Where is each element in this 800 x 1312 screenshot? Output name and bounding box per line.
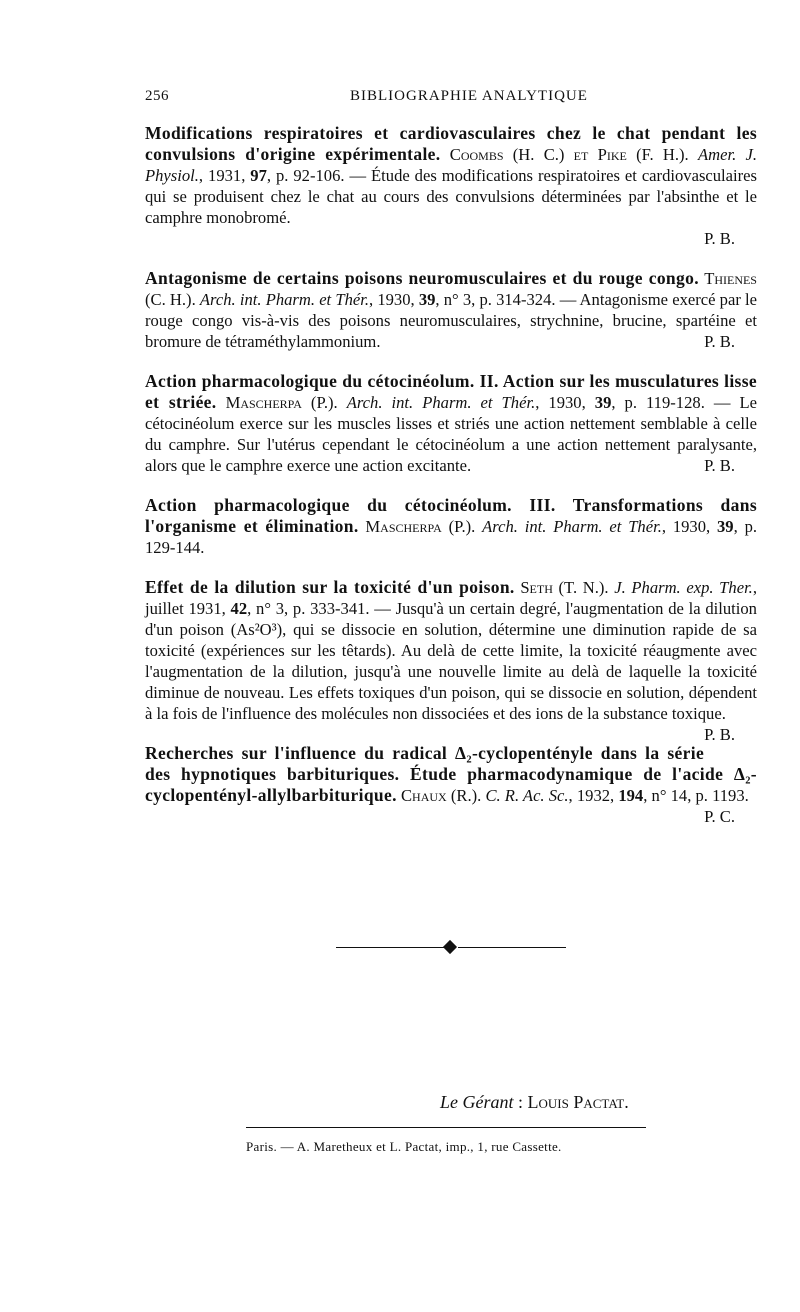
entry-ref-post: , p. 129-144. (145, 517, 758, 557)
gerant-name: Louis Pactat. (527, 1092, 629, 1112)
entry-ref-pre: , 1932, (568, 786, 619, 805)
bibliography-entry (145, 123, 757, 249)
bibliography-entries (145, 123, 757, 827)
entry-title: Modifications respiratoires et cardiovasculaires chez le chat pendant les convulsions d'origine expérimentale. (145, 123, 757, 164)
entry-abstract: — Jusqu'à un certain degré, l'augmentation de la dilution d'un poison (As²O³), qui se dissocie en solution, détermine une diminution rapide de sa toxicité (expériences sur les têtards). Au delà de cette limite, la toxicité réaugmente avec l'augmentation de la dilution, jusqu'à une nouvelle limite au delà de laquelle la toxicité diminue de nouveau. Les effets toxiques d'un poison, qui se dissocie en solution, dépendent à la fois de l'influence des molécules non dissociées et des ions de la substance toxique. (145, 599, 757, 723)
divider-line-left (336, 947, 444, 948)
section-divider-ornament (336, 940, 566, 956)
entry-ref-pre: , juillet 1931, (145, 578, 757, 618)
entry-authors: Chaux (R.). (400, 786, 482, 805)
entry-ref-post: , n° 3, p. 314-324. (435, 290, 556, 309)
entry-abstract: — Le cétocinéolum exerce sur les muscles lisses et striés une action nettement semblable à celle du camphre. Sur l'utérus cependant le cétocinéolum a une action nettement paralysante, alors que le camphre exerce une action excitante. (145, 393, 758, 475)
entry-signature: P. B. (704, 725, 735, 744)
entry-ref-pre: , 1930, (661, 517, 717, 536)
entry-ref-post: , p. 119-128. (611, 393, 705, 412)
bibliography-entry (145, 268, 757, 352)
entry-authors: Thienes (C. H.). (145, 269, 757, 309)
entry-ref-post: , n° 14, p. 1193. (643, 786, 749, 805)
entry-authors: Mascherpa (P.). (225, 393, 338, 412)
page-number: 256 (145, 88, 169, 104)
entry-signature: P. B. (704, 229, 735, 248)
entry-journal: J. Pharm. exp. Ther. (614, 578, 753, 597)
footer-rule (246, 1127, 646, 1128)
entry-title: Recherches sur l'influence du radical Δ₂-cyclopenténylе dans la série des hypnotiques barbituriques. Étude pharmacodynamique de l'acide Δ₂-cyclopenténуl-allylbarbiturique. (145, 743, 757, 805)
divider-line-right (458, 947, 566, 948)
entry-volume: 39 (594, 393, 612, 412)
entry-signature: P. C. (704, 807, 735, 826)
bibliography-entry (145, 743, 757, 826)
entry-ref-post: , n° 3, p. 333-341. (247, 599, 370, 618)
entry-volume: 97 (250, 166, 267, 185)
entry-journal: Amer. J. Physiol. (145, 145, 757, 185)
entry-abstract: — Étude des modifications respiratoires et cardiovasculaires qui se produisent chez le chat au cours des convulsions déterminées par l'absinthe et le camphre monobromé. (145, 166, 757, 227)
entry-title: Action pharmacologique du cétocinéolum. II. Action sur les musculatures lisse et striée. (145, 371, 757, 412)
running-title: BIBLIOGRAPHIE ANALYTIQUE (350, 88, 588, 104)
entry-title: Effet de la dilution sur la toxicité d'un poison. (145, 577, 515, 597)
entry-journal: Arch. int. Pharm. et Thér. (346, 393, 536, 412)
entry-authors: Seth (T. N.). (520, 578, 609, 597)
gerant-separator: : (513, 1092, 528, 1112)
entry-volume: 42 (230, 599, 248, 618)
entry-title: Action pharmacologique du cétocinéolum. III. Transformations dans l'organisme et élimination. (145, 495, 757, 536)
gerant-line (440, 1092, 760, 1113)
diamond-icon (443, 940, 457, 954)
entry-ref-pre: , 1930, (369, 290, 419, 309)
entry-journal: Arch. int. Pharm. et Thér. (199, 290, 369, 309)
entry-ref-post: , p. 92-106. (266, 166, 345, 185)
entry-abstract: — Antagonisme exercé par le rouge congo vis-à-vis des poisons neuromusculaires, strychnine, brucine, spartéine et bromure de tétraméthylammonium. (145, 290, 757, 351)
printer-imprint: Paris. — A. Maretheux et L. Pactat, imp., 1, rue Cassette. (246, 1139, 562, 1154)
bibliography-entry (145, 371, 757, 476)
entry-volume: 39 (418, 290, 436, 309)
gerant-label: Le Gérant (440, 1092, 514, 1112)
bibliography-entry (145, 495, 757, 558)
entry-volume: 39 (717, 517, 734, 536)
entry-authors: Coombs (H. C.) et Pike (F. H.). (449, 145, 689, 164)
entry-title: Antagonisme de certains poisons neuromusculaires et du rouge congo. (145, 268, 699, 288)
entry-journal: C. R. Ac. Sc. (485, 786, 569, 805)
bibliography-entry (145, 577, 757, 744)
entry-signature: P. B. (704, 456, 735, 475)
entry-signature: P. B. (704, 332, 735, 351)
entry-ref-pre: , 1930, (535, 393, 595, 412)
entry-journal: Arch. int. Pharm. et Thér. (482, 517, 662, 536)
entry-ref-pre: , 1931, (198, 166, 251, 185)
entry-volume: 194 (618, 786, 644, 805)
entry-authors: Mascherpa (P.). (365, 517, 476, 536)
